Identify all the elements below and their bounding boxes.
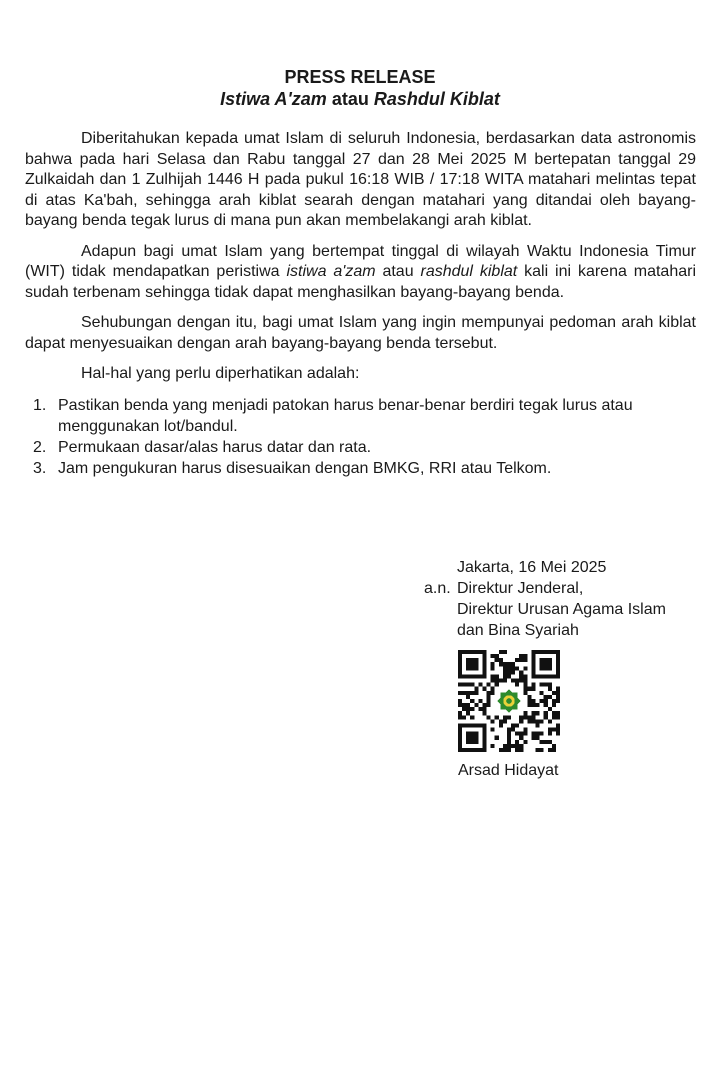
signer-title-2: Direktur Urusan Agama Islam [457, 601, 666, 618]
paragraph-3: Sehubungan dengan itu, bagi umat Islam yang ingin mempunyai pedoman arah kiblat dapat menyesuaikan dengan arah bayang-bayang benda tersebut. [25, 314, 696, 352]
place-date: Jakarta, 16 Mei 2025 [457, 559, 607, 576]
body-text [25, 129, 696, 479]
signer-title-3: dan Bina Syariah [457, 622, 579, 639]
list-item [25, 458, 696, 479]
signature-block [424, 557, 666, 641]
term-rashdul: rashdul kiblat [420, 263, 518, 280]
qr-finder-pattern [460, 652, 484, 676]
title-block [0, 66, 720, 110]
list-number: 2. [33, 438, 47, 456]
paragraph-2-text-a: Adapun bagi umat Islam yang bertempat tinggal di wilayah Waktu Indonesia Timur (WIT) tidak mendapatkan peristiwa [25, 242, 696, 280]
list-text: Pastikan benda yang menjadi patokan harus benar-benar berdiri tegak lurus atau menggunakan lot/bandul. [58, 396, 633, 435]
paragraph-2-text-b: atau [375, 263, 421, 280]
list-text: Permukaan dasar/alas harus datar dan rata. [58, 438, 372, 456]
paragraph-4: Hal-hal yang perlu diperhatikan adalah: [81, 365, 360, 382]
paragraph-2 [25, 242, 696, 304]
paragraph-1: Diberitahukan kepada umat Islam di seluruh Indonesia, berdasarkan data astronomis bahwa pada hari Selasa dan Rabu tanggal 27 dan 28 Mei 2025 M bertepatan tanggal 29 Zulkaidah dan 1 Zulhijah 1446 H pada pukul 16:18 WIB / 17:18 WITA matahari melintas tepat di atas Ka'bah, sehingga arah kiblat searah dengan matahari yang ditandai oleh bayang-bayang benda tegak lurus di mana pun akan membelakangi arah kiblat. [25, 130, 696, 229]
notes-list [25, 395, 696, 479]
subtitle-term-1: Istiwa A'zam [220, 89, 327, 109]
list-number: 3. [33, 459, 47, 477]
signer-name: Arsad Hidayat [458, 762, 559, 779]
list-text: Jam pengukuran harus disesuaikan dengan BMKG, RRI atau Telkom. [58, 459, 552, 477]
list-item [25, 437, 696, 458]
list-number: 1. [33, 396, 47, 414]
paragraph-2-text-c: kali ini karena matahari sudah terbenam sehingga tidak dapat menghasilkan bayang-bayang benda. [25, 263, 697, 301]
signer-title-1: Direktur Jenderal, [457, 580, 584, 597]
document-subtitle [0, 88, 720, 110]
ministry-emblem-icon [497, 689, 521, 713]
subtitle-conjunction: atau [326, 89, 374, 109]
an-prefix: a.n. [424, 580, 451, 597]
qr-finder-pattern [460, 725, 484, 749]
list-item [25, 395, 696, 437]
qr-code [458, 650, 560, 752]
term-istiwa: istiwa a'zam [286, 263, 376, 280]
qr-finder-pattern [533, 652, 557, 676]
subtitle-term-2: Rashdul Kiblat [373, 89, 500, 109]
document-title: PRESS RELEASE [284, 67, 436, 87]
